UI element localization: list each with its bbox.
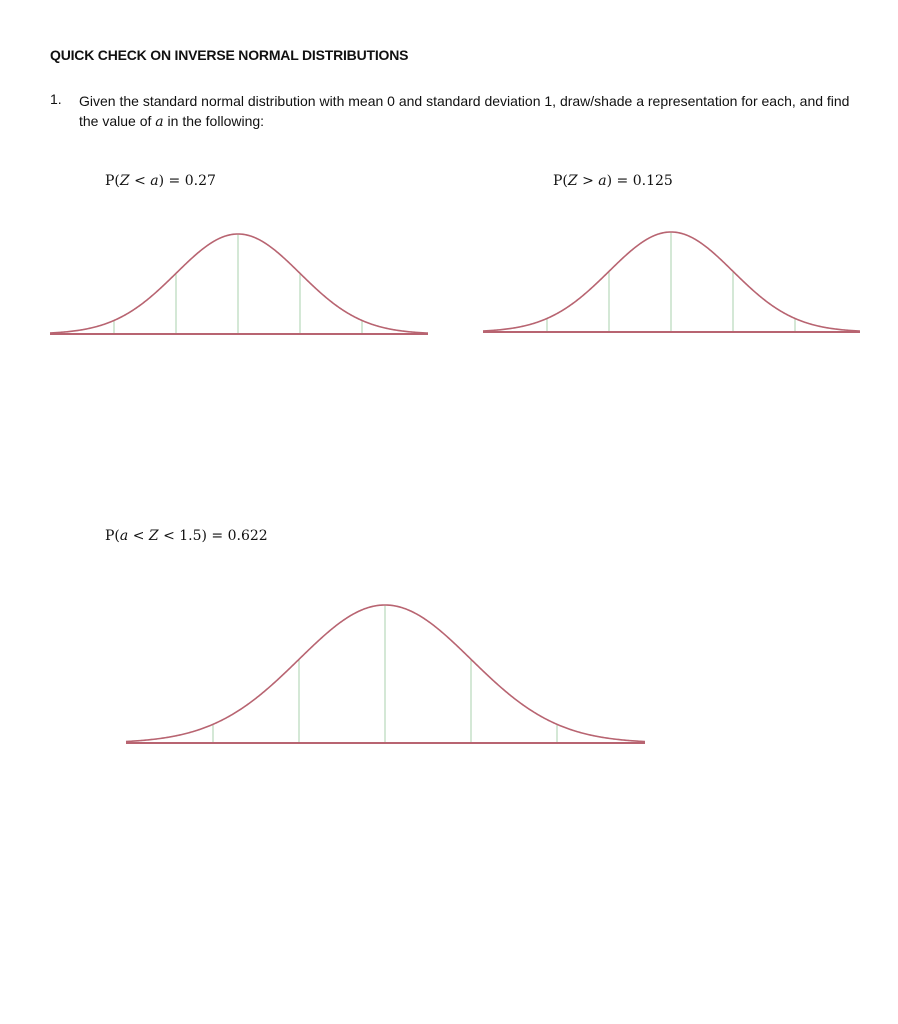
formula-between: P(a < Z < 1.5) = 0.622 <box>105 528 268 544</box>
normal-curve-right-tail[interactable] <box>483 232 860 332</box>
question-text-before: Given the standard normal distribution with mean 0 and standard deviation 1, draw/shade a representation for each, and find the value of <box>79 93 850 129</box>
question-variable: a <box>155 114 164 130</box>
bell-curve <box>50 234 428 333</box>
bell-curve <box>126 605 645 742</box>
formula-right-tail: P(Z > a) = 0.125 <box>553 173 673 189</box>
normal-curve-left-tail[interactable] <box>50 234 428 334</box>
question-text-after: in the following: <box>163 113 265 129</box>
normal-curve-between[interactable] <box>126 605 645 743</box>
formula-left-tail: P(Z < a) = 0.27 <box>105 173 216 189</box>
page-title: QUICK CHECK ON INVERSE NORMAL DISTRIBUTIONS <box>50 47 409 63</box>
bell-curve <box>483 232 860 331</box>
question-number: 1. <box>50 91 62 107</box>
question-text <box>79 91 869 132</box>
